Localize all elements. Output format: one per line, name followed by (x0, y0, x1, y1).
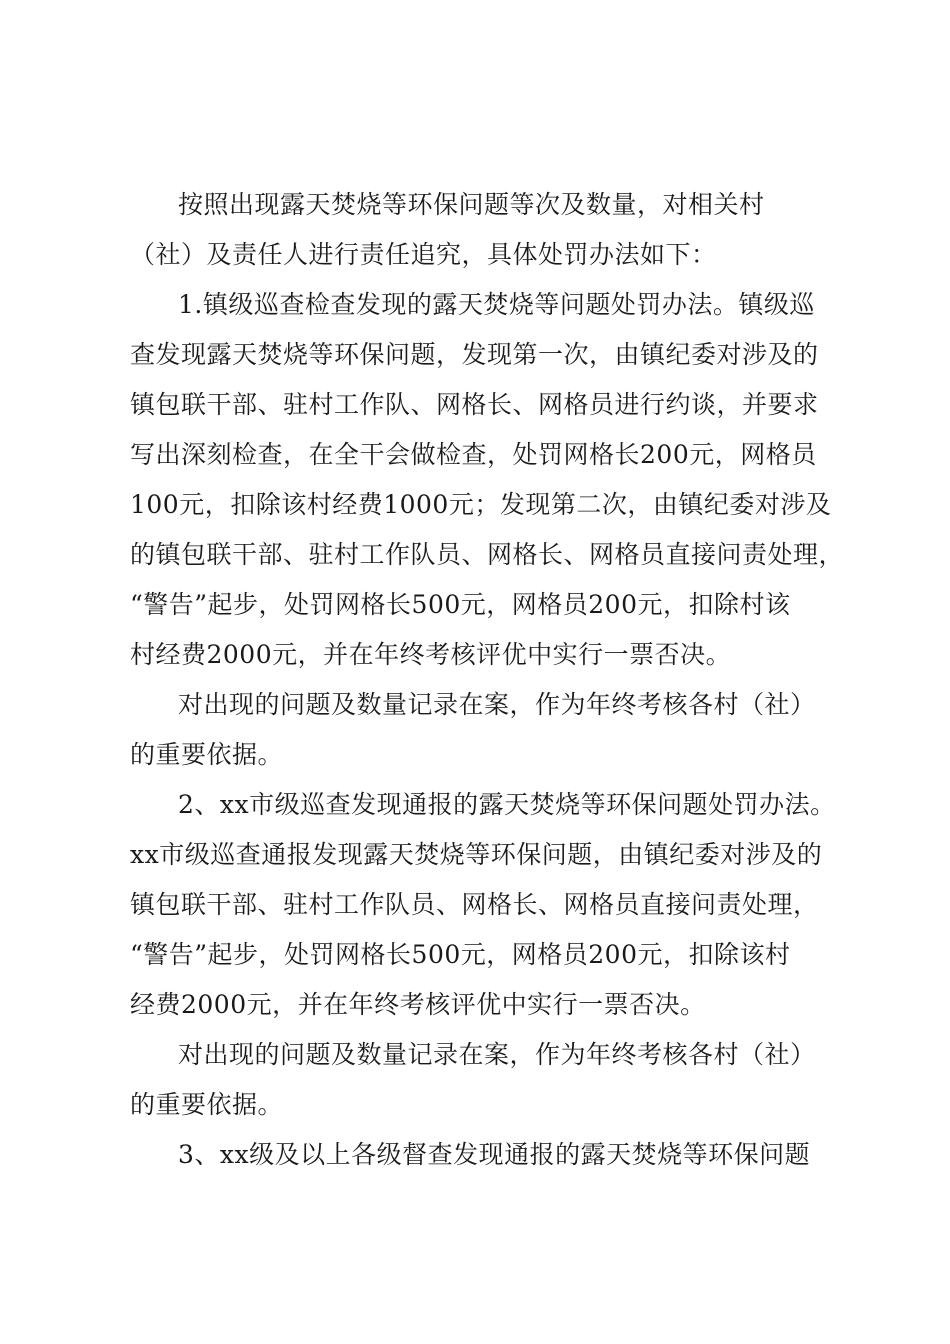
text-line: 镇包联干部、驻村工作队、网格长、网格员进行约谈，并要求 (130, 390, 819, 419)
text-line: 的镇包联干部、驻村工作队员、网格长、网格员直接问责处理， (130, 540, 845, 569)
text-line: 镇包联干部、驻村工作队员、网格长、网格员直接问责处理， (130, 890, 819, 919)
text-line: “警告”起步，处罚网格长500元，网格员200元，扣除该村 (130, 940, 791, 969)
text-line: xx市级巡查通报发现露天焚烧等环保问题，由镇纪委对涉及的 (130, 840, 823, 869)
text-line: 3、xx级及以上各级督查发现通报的露天焚烧等环保问题 (178, 1140, 811, 1169)
text-line: “警告”起步，处罚网格长500元，网格员200元，扣除村该 (130, 590, 791, 619)
text-line: 2、xx市级巡查发现通报的露天焚烧等环保问题处罚办法。 (178, 790, 836, 819)
text-line: 村经费2000元，并在年终考核评优中实行一票否决。 (130, 640, 732, 669)
text-line: 对出现的问题及数量记录在案，作为年终考核各村（社） (178, 1040, 816, 1069)
text-line: （社）及责任人进行责任追究，具体处罚办法如下： (130, 240, 717, 269)
text-line: 100元，扣除该村经费1000元；发现第二次，由镇纪委对涉及 (130, 490, 832, 519)
text-line: 经费2000元，并在年终考核评优中实行一票否决。 (130, 990, 706, 1019)
text-line: 写出深刻检查，在全干会做检查，处罚网格长200元，网格员 (130, 440, 817, 469)
text-line: 按照出现露天焚烧等环保问题等次及数量，对相关村 (178, 190, 765, 219)
text-line: 1.镇级巡查检查发现的露天焚烧等问题处罚办法。镇级巡 (178, 290, 815, 319)
text-line: 查发现露天焚烧等环保问题，发现第一次，由镇纪委对涉及的 (130, 340, 819, 369)
text-line: 的重要依据。 (130, 740, 284, 769)
text-line: 对出现的问题及数量记录在案，作为年终考核各村（社） (178, 690, 816, 719)
text-line: 的重要依据。 (130, 1090, 284, 1119)
